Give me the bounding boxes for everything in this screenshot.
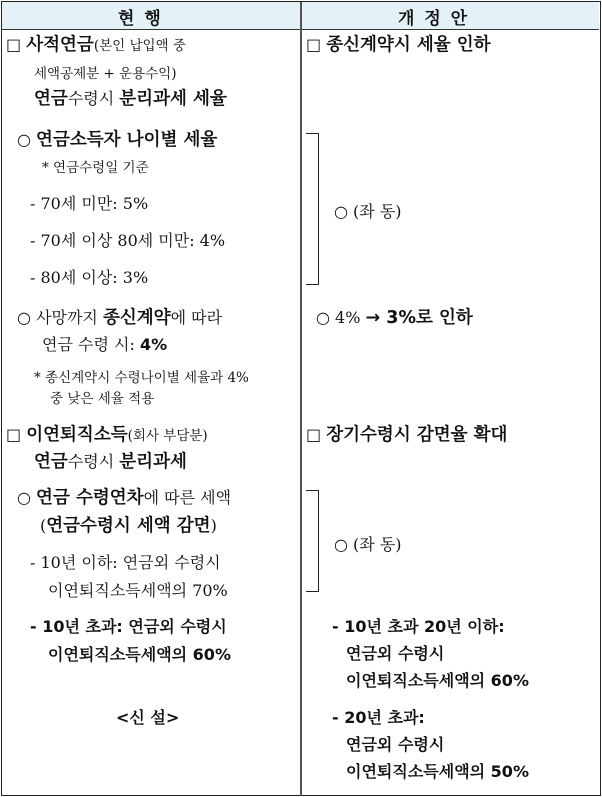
new-provision-label — [116, 708, 179, 728]
text-segment: (회사 부담분) — [127, 428, 208, 444]
header-proposed: 개 정 안 — [398, 9, 470, 29]
text-segment: 이연퇴직소득세액의 60% — [346, 671, 529, 690]
text-segment: 이연퇴직소득세액의 70% — [48, 581, 228, 600]
text-segment: □ — [6, 35, 27, 54]
text-segment: 장기수령시 감면율 확대 — [326, 425, 508, 445]
section-long-term-reduction-title — [306, 425, 507, 445]
text-segment: 이연퇴직소득세액의 50% — [346, 762, 529, 781]
text-segment: 연금소득자 나이별 세율 — [36, 130, 218, 150]
over-10-years — [30, 617, 227, 637]
text-segment: - 20년 초과: — [332, 708, 425, 727]
text-segment: 에 따라 — [170, 308, 223, 327]
text-segment: 연금외 수령시 — [346, 735, 445, 754]
lifetime-contract-note — [34, 367, 249, 388]
column-divider — [300, 2, 302, 796]
text-segment: - 10년 초과: 연금외 수령시 — [30, 617, 227, 636]
text-segment: - 70세 미만: 5% — [30, 194, 149, 213]
section-private-pension-title-cont — [34, 63, 177, 84]
over-20-years — [332, 708, 425, 728]
rate-over-80 — [30, 268, 148, 288]
text-segment: 중 낮은 세율 적용 — [50, 391, 155, 407]
text-segment: 연금 — [34, 89, 68, 109]
lifetime-contract-heading — [17, 308, 222, 328]
10-to-20-years-cont — [346, 644, 444, 664]
text-segment: * 종신계약시 수령나이별 세율과 4% — [34, 370, 249, 386]
10-to-20-years-rate — [346, 671, 529, 691]
text-segment: 수령시 — [67, 452, 120, 471]
section-private-pension-title — [6, 35, 186, 56]
text-segment: □ — [306, 35, 327, 54]
same-as-left-2 — [334, 535, 402, 555]
section-deferred-retirement-subtitle — [34, 452, 187, 472]
lifetime-contract-note-cont — [50, 388, 154, 409]
text-segment: * 연금수령일 기준 — [42, 160, 149, 176]
text-segment: ( — [40, 516, 47, 535]
text-segment: 연금 — [34, 452, 68, 472]
text-segment: 이연퇴직소득세액의 60% — [48, 645, 231, 664]
text-segment: 에 따른 세액 — [143, 488, 232, 507]
text-segment: 종신계약시 세율 인하 — [326, 35, 491, 55]
text-segment: 연금 수령 시: — [42, 335, 140, 354]
bracket-icon — [306, 490, 319, 592]
10-to-20-years — [332, 617, 505, 637]
rate-cut-value — [316, 308, 473, 328]
header-current: 현 행 — [118, 9, 163, 29]
text-segment: 종신계약 — [102, 308, 171, 328]
text-segment: - 10년 초과 20년 이하: — [332, 617, 505, 636]
under-10-years-rate — [48, 581, 228, 601]
text-segment: 연금 수령연차 — [36, 488, 144, 508]
text-segment: 연금외 수령시 — [346, 644, 445, 663]
text-segment: ○ (좌 동) — [334, 202, 402, 221]
lifetime-contract-rate — [42, 335, 167, 355]
text-segment: (본인 납입액 중 — [93, 38, 186, 54]
text-segment: □ — [6, 425, 27, 444]
tax-reduction-heading-cont — [40, 516, 217, 536]
text-segment: <신 설> — [116, 708, 180, 727]
same-as-left-1 — [334, 202, 402, 222]
text-segment: ○ — [17, 130, 37, 149]
section-lifetime-rate-cut-title — [306, 35, 491, 55]
text-segment: → 3%로 인하 — [365, 308, 473, 328]
text-segment: 4% — [139, 335, 168, 354]
text-segment: ○ (좌 동) — [334, 535, 402, 554]
text-segment: - 80세 이상: 3% — [30, 268, 149, 287]
over-10-years-rate — [48, 645, 231, 665]
text-segment: - 10년 이하: 연금외 수령시 — [30, 553, 221, 572]
section-deferred-retirement-title — [6, 425, 208, 446]
text-segment: ) — [210, 516, 217, 535]
age-tax-rate-note — [42, 157, 149, 178]
text-segment: 분리과세 — [119, 452, 187, 472]
section-private-pension-subtitle — [34, 89, 227, 109]
text-segment: 사적연금 — [26, 35, 94, 55]
text-segment: ○ 사망까지 — [17, 308, 103, 327]
text-segment: 세액공제분 + 운용수익) — [34, 66, 177, 82]
text-segment: - 70세 이상 80세 미만: 4% — [30, 231, 226, 250]
text-segment: ○ — [17, 488, 37, 507]
text-segment: 연금수령시 세액 감면 — [46, 516, 211, 536]
text-segment: 이연퇴직소득 — [26, 425, 128, 445]
text-segment: □ — [306, 425, 327, 444]
bracket-icon — [306, 133, 319, 285]
under-10-years — [30, 553, 221, 573]
text-segment: 분리과세 세율 — [119, 89, 227, 109]
tax-reduction-heading — [17, 488, 231, 508]
rate-70-to-80 — [30, 231, 225, 251]
over-20-years-rate — [346, 762, 529, 782]
age-tax-rate-heading — [17, 130, 217, 150]
text-segment: 수령시 — [67, 89, 120, 108]
rate-under-70 — [30, 194, 148, 214]
text-segment: ○ 4% — [316, 308, 366, 327]
over-20-years-cont — [346, 735, 444, 755]
